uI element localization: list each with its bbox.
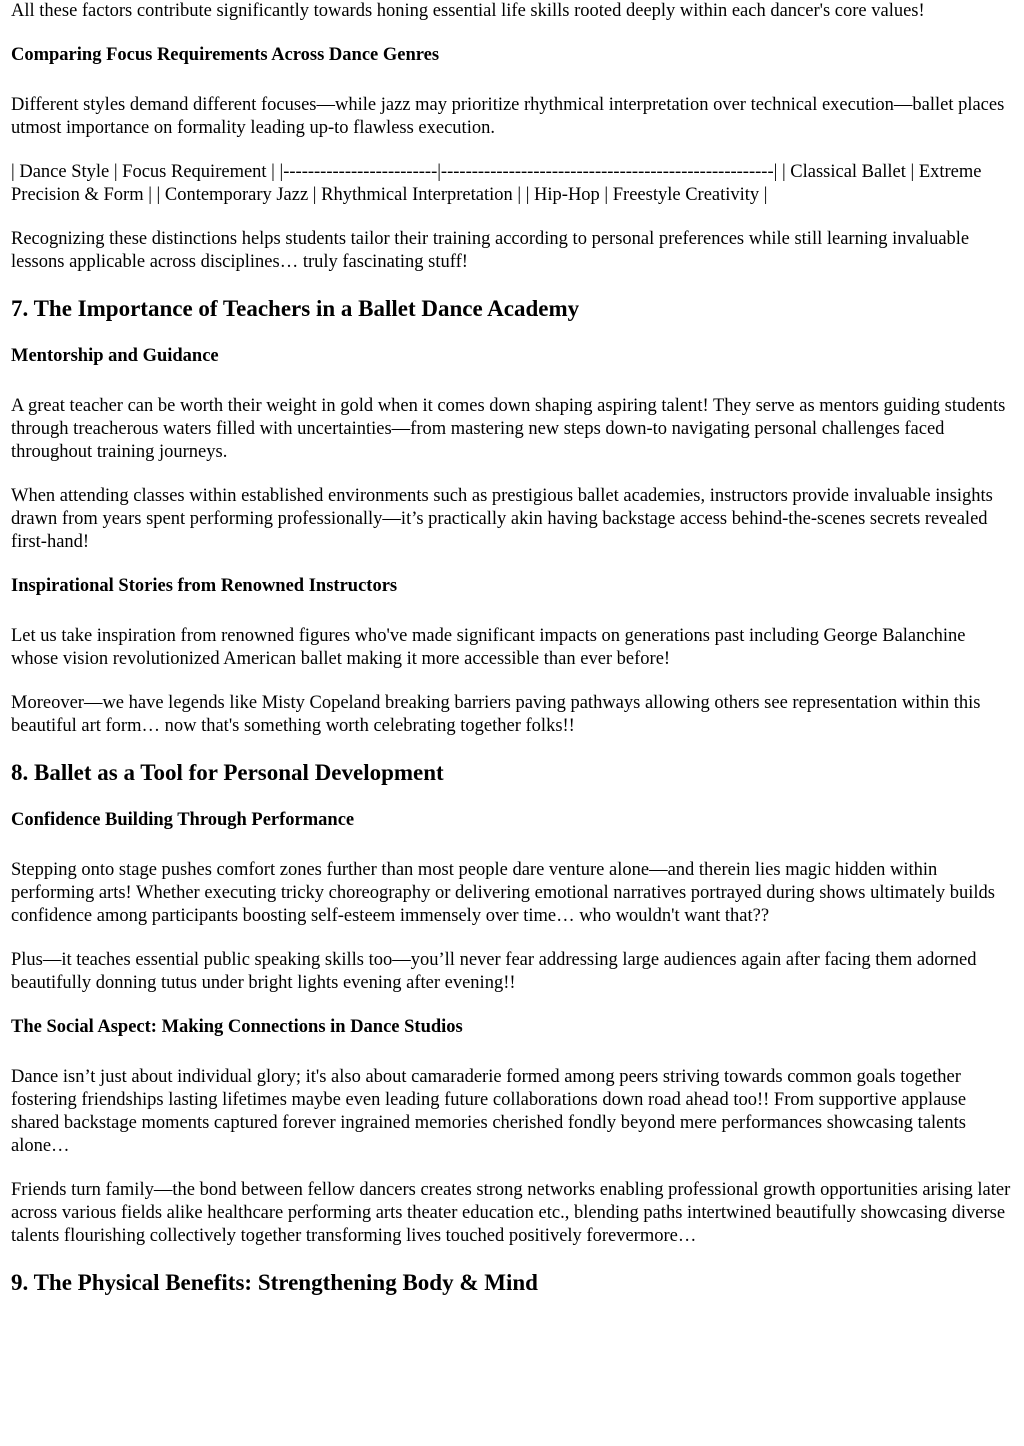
paragraph-camaraderie: Dance isn’t just about individual glory; it's also about camaraderie formed among peers striving towards common goals together fostering friendships lasting lifetimes maybe even leading future collaborations down road ahead too!! From supportive applause shared backstage moments captured forever ingrained memories cherished fondly beyond mere performances showcasing talents alone…: [11, 1067, 967, 1156]
section-heading-personal-development: 8. Ballet as a Tool for Personal Development: [11, 760, 444, 785]
paragraph-recognizing-distinctions: Recognizing these distinctions helps students tailor their training according to personal preferences while still learning invaluable lessons applicable across disciplines… truly fascinating stuff!: [11, 229, 970, 272]
paragraph-public-speaking: Plus—it teaches essential public speaking skills too—you’ll never fear addressing large audiences again after facing them adorned beautifully donning tutus under bright lights evening after evening!!: [11, 950, 977, 993]
paragraph-copeland: Moreover—we have legends like Misty Copeland breaking barriers paving pathways allowing others see representation within this beautiful art form… now that's something worth celebrating together folks!!: [11, 693, 981, 736]
paragraph-life-skills: All these factors contribute significantly towards honing essential life skills rooted deeply within each dancer's core values!: [11, 1, 925, 21]
heading-social-aspect: The Social Aspect: Making Connections in Dance Studios: [11, 1017, 463, 1037]
section-heading-teachers: 7. The Importance of Teachers in a Ballet Dance Academy: [11, 296, 580, 321]
paragraph-markdown-table: | Dance Style | Focus Requirement | |-------------------------|------------------------------------------------------| | Classical Ballet | Extreme Precision & Form | | Contemporary Jazz | Rhythmical Interpretation | | Hip-Hop | Freestyle Creativity |: [11, 162, 982, 205]
paragraph-balanchine: Let us take inspiration from renowned figures who've made significant impacts on generations past including George Balanchine whose vision revolutionized American ballet making it more accessible than ever before!: [11, 626, 966, 669]
heading-confidence: Confidence Building Through Performance: [11, 810, 355, 830]
paragraph-different-styles: Different styles demand different focuses—while jazz may prioritize rhythmical interpretation over technical execution—ballet places utmost importance on formality leading up-to flawless execution.: [11, 95, 1005, 138]
paragraph-friends-family: Friends turn family—the bond between fellow dancers creates strong networks enabling professional growth opportunities arising later across various fields alike healthcare performing arts theater education etc., blending paths intertwined beautifully showcasing diverse talents flourishing collectively together transforming lives touched positively forevermore…: [11, 1180, 1011, 1246]
paragraph-great-teacher: A great teacher can be worth their weight in gold when it comes down shaping aspiring talent! They serve as mentors guiding students through treacherous waters filled with uncertainties—from mastering new steps down-to navigating personal challenges faced throughout training journeys.: [11, 396, 1006, 462]
paragraph-stepping-onto-stage: Stepping onto stage pushes comfort zones further than most people dare venture alone—and therein lies magic hidden within performing arts! Whether executing tricky choreography or delivering emotional narratives portrayed during shows ultimately builds confidence among participants boosting self-esteem immensely over time… who wouldn't want that??: [11, 860, 995, 926]
heading-comparing-focus: Comparing Focus Requirements Across Dance Genres: [11, 45, 440, 65]
section-heading-physical-benefits: 9. The Physical Benefits: Strengthening Body & Mind: [11, 1270, 538, 1295]
paragraph-attending-classes: When attending classes within established environments such as prestigious ballet academies, instructors provide invaluable insights drawn from years spent performing professionally—it’s practically akin having backstage access behind-the-scenes secrets revealed first-hand!: [11, 486, 993, 552]
heading-inspirational-stories: Inspirational Stories from Renowned Instructors: [11, 576, 398, 596]
heading-mentorship: Mentorship and Guidance: [11, 346, 219, 366]
